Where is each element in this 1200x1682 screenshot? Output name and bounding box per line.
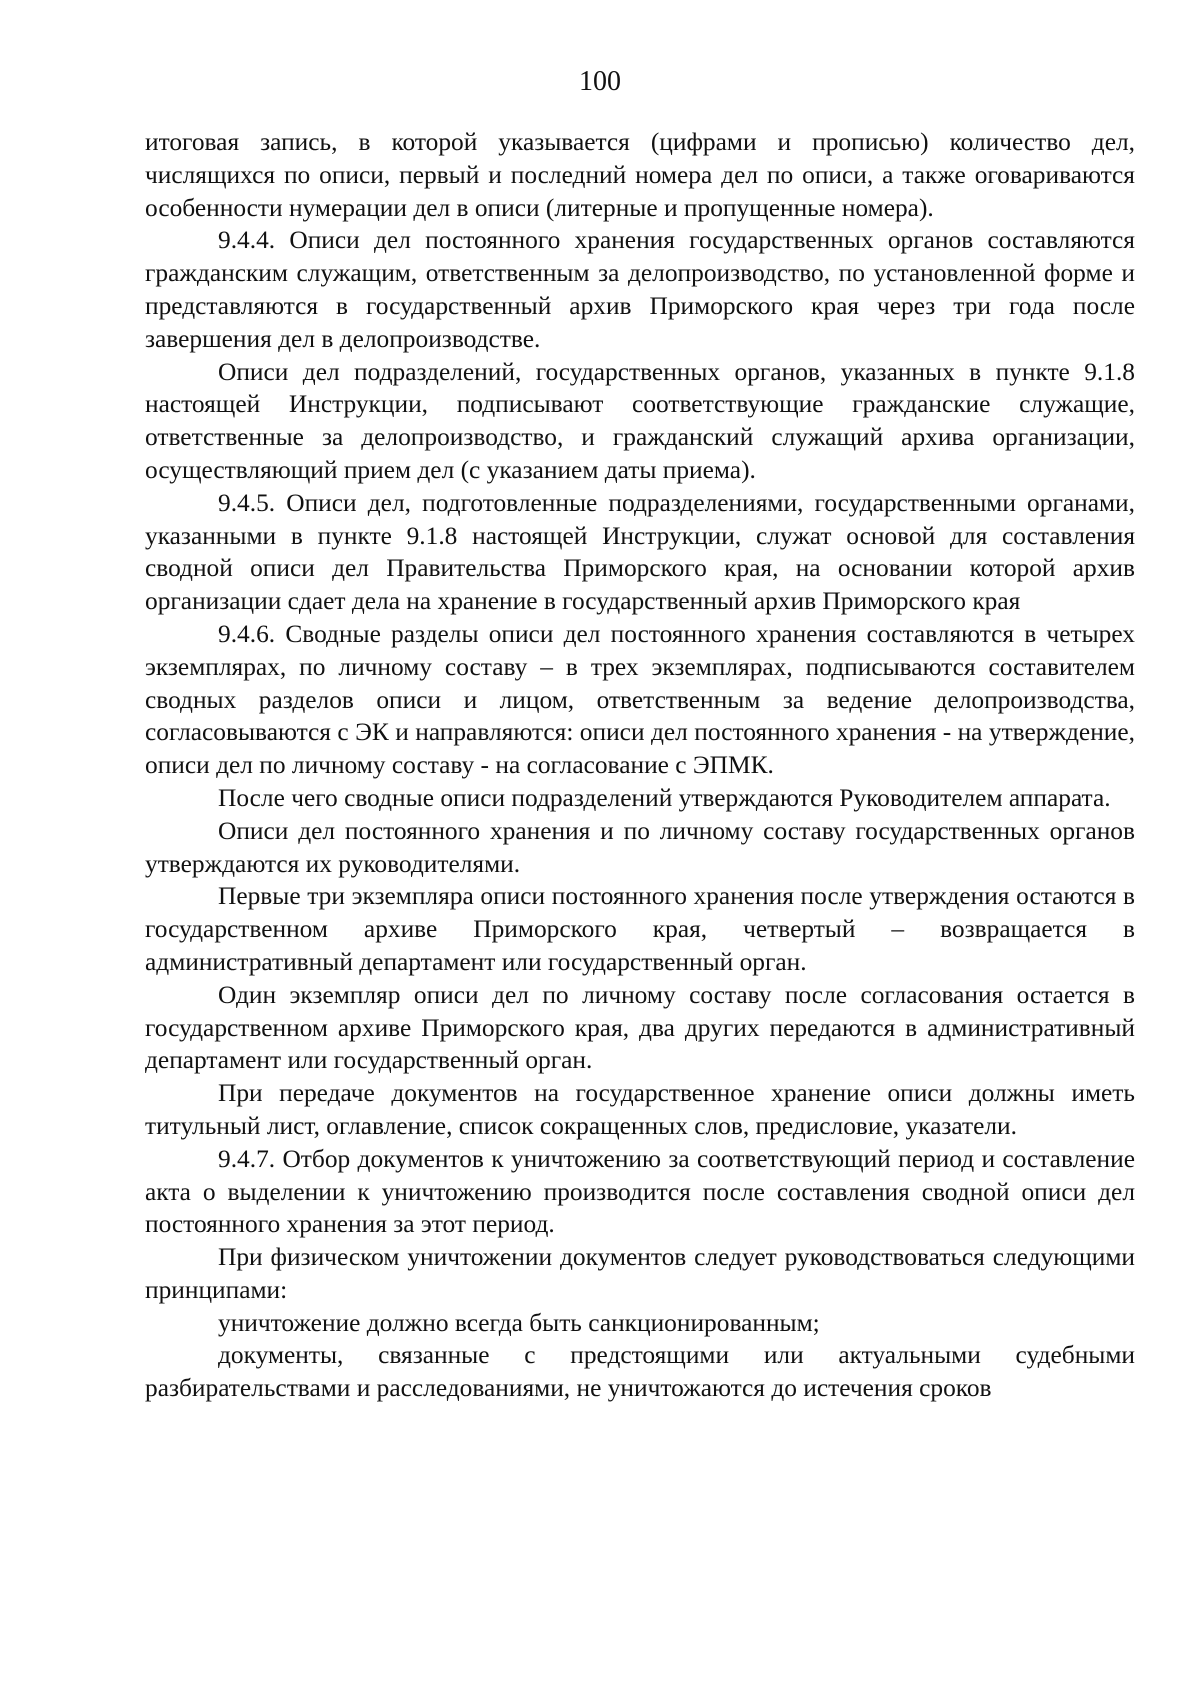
paragraph-6: После чего сводные описи подразделений утверждаются Руководителем аппарата. [218, 783, 1111, 812]
paragraph-13: уничтожение должно всегда быть санкционированным; [218, 1308, 820, 1337]
document-body [145, 126, 1135, 1405]
paragraph-14: документы, связанные с предстоящими или актуальными судебными разбирательствами и расследованиями, не уничтожаются до истечения сроков [145, 1341, 1135, 1403]
paragraph-4: 9.4.5. Описи дел, подготовленные подразделениями, государственными органами, указанными в пункте 9.1.8 настоящей Инструкции, служат основой для составления сводной описи дел Правительства Приморского края, на основании которой архив организации сдает дела на хранение в государственный архив Приморского края [145, 488, 1135, 616]
paragraph-7: Описи дел постоянного хранения и по личному составу государственных органов утверждаются их руководителями. [145, 816, 1135, 878]
paragraph-5: 9.4.6. Сводные разделы описи дел постоянного хранения составляются в четырех экземплярах, по личному составу – в трех экземплярах, подписываются составителем сводных разделов описи и лицом, ответственным за ведение делопроизводства, согласовываются с ЭК и направляются: описи дел постоянного хранения - на утверждение, описи дел по личному составу - на согласование с ЭПМК. [145, 619, 1135, 780]
paragraph-11: 9.4.7. Отбор документов к уничтожению за соответствующий период и составление акта о выделении к уничтожению производится после составления сводной описи дел постоянного хранения за этот период. [145, 1144, 1135, 1239]
paragraph-2: 9.4.4. Описи дел постоянного хранения государственных органов составляются гражданским служащим, ответственным за делопроизводство, по установленной форме и представляются в государственный архив Приморского края через три года после завершения дел в делопроизводстве. [145, 226, 1135, 353]
paragraph-12: При физическом уничтожении документов следует руководствоваться следующими принципами: [145, 1243, 1135, 1304]
paragraph-3: Описи дел подразделений, государственных органов, указанных в пункте 9.1.8 настоящей Инструкции, подписывают соответствующие гражданские служащие, ответственные за делопроизводство, и гражданский служащий архива организации, осуществляющий прием дел (с указанием даты приема). [145, 357, 1135, 484]
paragraph-8: Первые три экземпляра описи постоянного хранения после утверждения остаются в государственном архиве Приморского края, четвертый – возвращается в административный департамент или государственный орган. [145, 882, 1135, 976]
paragraph-1: итоговая запись, в которой указывается (цифрами и прописью) количество дел, числящихся по описи, первый и последний номера дел по описи, а также оговариваются особенности нумерации дел в описи (литерные и пропущенные номера). [145, 128, 1135, 222]
paragraph-10: При передаче документов на государственное хранение описи должны иметь титульный лист, оглавление, список сокращенных слов, предисловие, указатели. [145, 1079, 1135, 1140]
page-number: 100 [579, 66, 621, 97]
paragraph-9: Один экземпляр описи дел по личному составу после согласования остается в государственном архиве Приморского края, два других передаются в административный департамент или государственный орган. [145, 980, 1135, 1075]
